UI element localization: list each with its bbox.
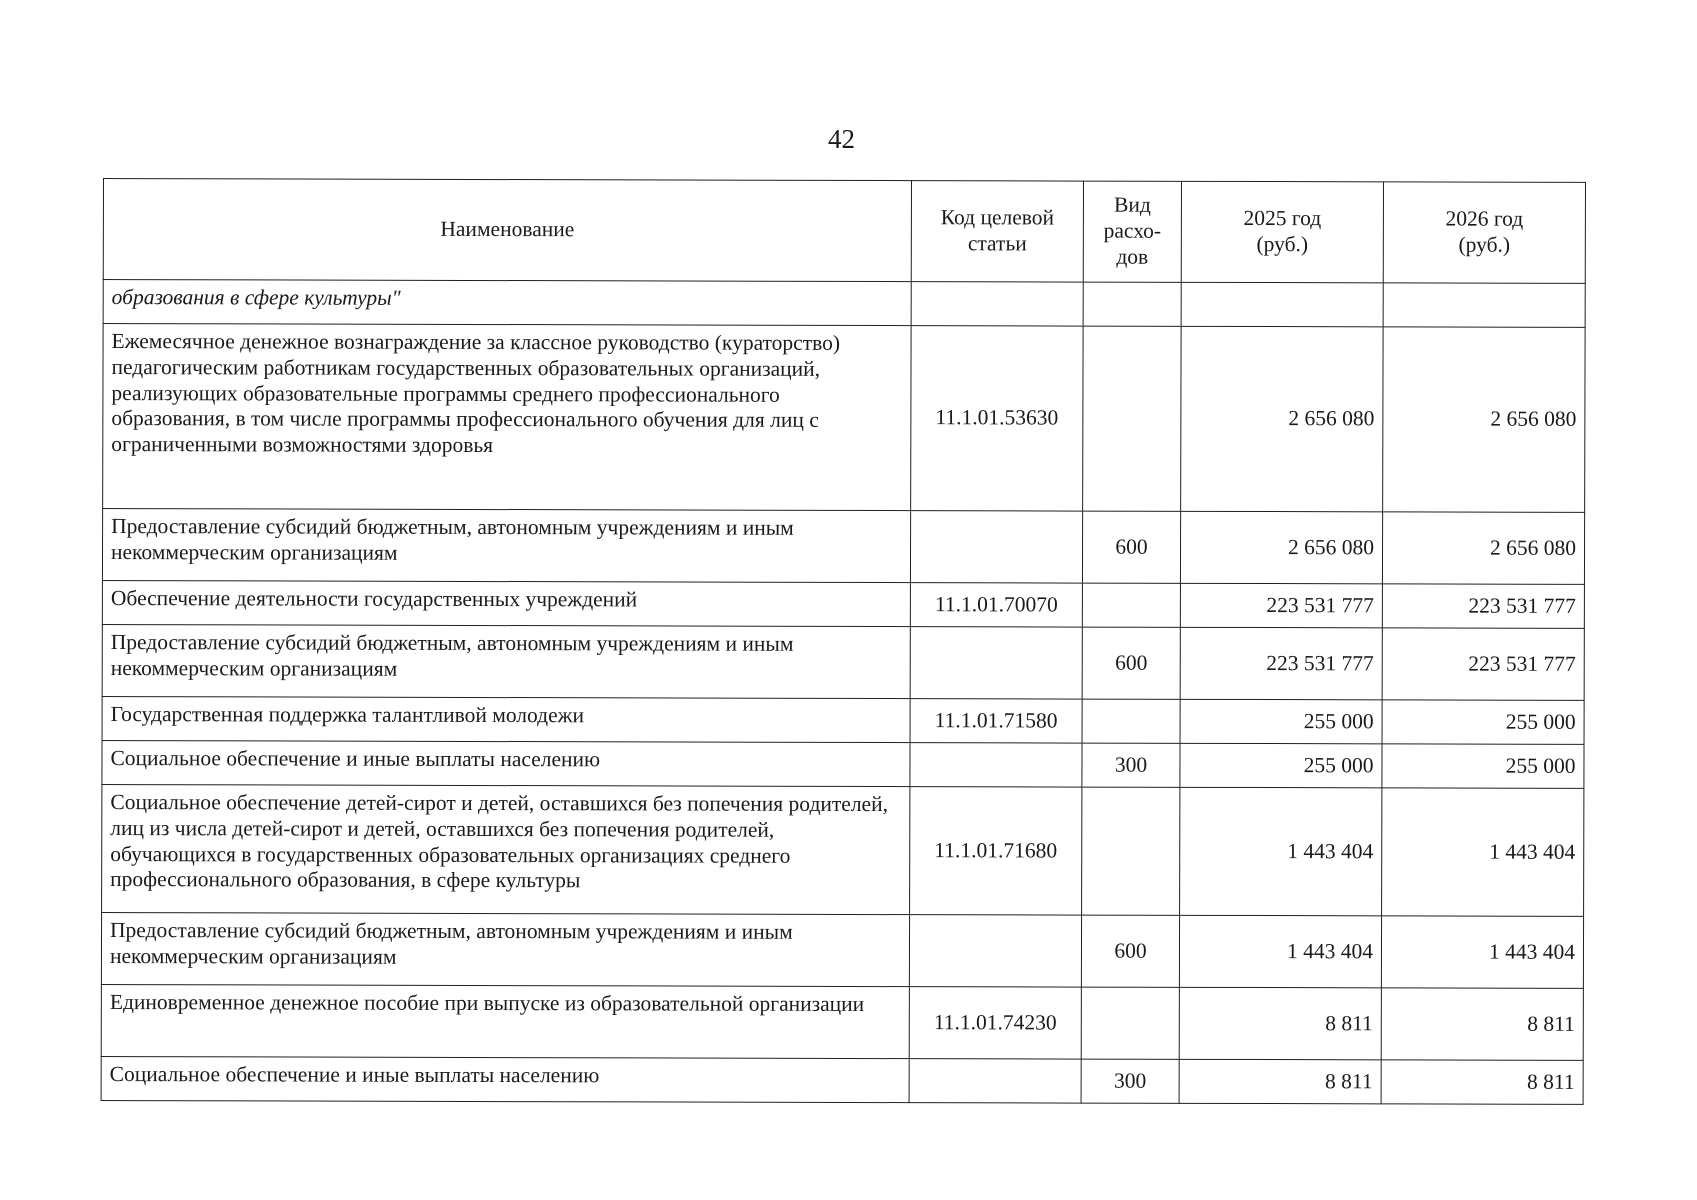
table-row <box>102 509 1584 585</box>
row-2025: 223 531 777 <box>1180 627 1382 700</box>
row-name: Социальное обеспечение и иные выплаты населению <box>102 740 910 786</box>
row-kind <box>1082 787 1180 915</box>
row-name: образования в сфере культуры" <box>103 280 911 326</box>
row-name: Предоставление субсидий бюджетным, автономным учреждениям и иным некоммерческим организациям <box>102 509 910 583</box>
row-2026: 2 656 080 <box>1382 512 1584 585</box>
row-code: 11.1.01.71580 <box>910 699 1082 743</box>
table-header-row <box>103 179 1585 284</box>
row-2026: 8 811 <box>1381 988 1583 1061</box>
table-row <box>102 696 1584 744</box>
row-2025: 2 656 080 <box>1181 326 1383 512</box>
row-code <box>911 282 1083 326</box>
row-2025: 8 811 <box>1179 987 1381 1060</box>
row-2026: 8 811 <box>1381 1060 1583 1105</box>
row-code: 11.1.01.70070 <box>910 583 1082 627</box>
table-row <box>101 912 1583 988</box>
row-kind <box>1083 326 1181 511</box>
row-2026: 2 656 080 <box>1383 327 1585 513</box>
table-row <box>102 624 1584 700</box>
row-kind: 600 <box>1082 627 1180 699</box>
table-row <box>101 1056 1583 1104</box>
header-2026: 2026 год (руб.) <box>1383 182 1585 284</box>
table-row <box>102 580 1584 628</box>
row-kind <box>1081 987 1179 1059</box>
row-code <box>910 743 1082 787</box>
table-row <box>103 280 1585 328</box>
row-2025: 2 656 080 <box>1180 511 1382 584</box>
row-kind: 600 <box>1081 915 1179 987</box>
row-name: Предоставление субсидий бюджетным, автономным учреждениям и иным некоммерческим организациям <box>102 624 910 698</box>
row-name: Государственная поддержка талантливой молодежи <box>102 696 910 742</box>
row-kind: 300 <box>1081 1059 1179 1103</box>
row-2026: 223 531 777 <box>1382 628 1584 701</box>
row-2025: 8 811 <box>1179 1059 1381 1104</box>
row-code <box>910 627 1082 699</box>
page-number: 42 <box>828 124 855 154</box>
row-name: Ежемесячное денежное вознаграждение за классное руководство (кураторство) педагогическим работникам государственных образовательных организаций, реализующих образовательные программы среднего профессионального образования, в том числе программы профессионального обучения для лиц с ограниченными возможностями здоровья <box>103 324 911 511</box>
row-code: 11.1.01.53630 <box>911 326 1083 511</box>
header-name: Наименование <box>103 179 911 282</box>
header-2025: 2025 год (руб.) <box>1181 181 1383 283</box>
budget-table <box>101 178 1586 1105</box>
table-row <box>102 740 1584 788</box>
row-code <box>909 915 1081 987</box>
row-2025: 255 000 <box>1180 743 1382 788</box>
row-name: Предоставление субсидий бюджетным, автономным учреждениям и иным некоммерческим организациям <box>101 912 909 986</box>
row-2025 <box>1181 282 1383 327</box>
row-kind <box>1082 699 1180 743</box>
table-row <box>102 784 1584 916</box>
row-name: Обеспечение деятельности государственных учреждений <box>102 580 910 626</box>
table-row <box>101 984 1583 1060</box>
table-row <box>103 324 1585 513</box>
header-code: Код целевой статьи <box>911 181 1083 282</box>
row-kind <box>1082 583 1180 627</box>
row-name: Социальное обеспечение детей-сирот и детей, оставшихся без попечения родителей, лиц из числа детей-сирот и детей, оставшихся без попечения родителей, обучающихся в государственных образовательных организациях среднего профессионального образования, в сфере культуры <box>102 784 910 914</box>
row-name: Социальное обеспечение и иные выплаты населению <box>101 1056 909 1102</box>
header-kind: Вид расхо- дов <box>1083 181 1181 282</box>
row-2025: 1 443 404 <box>1180 787 1382 916</box>
row-code: 11.1.01.74230 <box>909 987 1081 1059</box>
row-2025: 1 443 404 <box>1179 915 1381 988</box>
row-2026: 255 000 <box>1382 744 1584 789</box>
row-2026: 223 531 777 <box>1382 584 1584 629</box>
row-2026 <box>1383 283 1585 328</box>
row-code <box>910 511 1082 583</box>
row-name: Единовременное денежное пособие при выпуске из образовательной организации <box>101 984 909 1058</box>
row-kind: 600 <box>1082 511 1180 583</box>
row-2026: 255 000 <box>1382 700 1584 745</box>
row-2025: 255 000 <box>1180 699 1382 744</box>
row-kind <box>1083 282 1181 326</box>
row-2025: 223 531 777 <box>1180 583 1382 628</box>
row-code: 11.1.01.71680 <box>910 787 1082 915</box>
row-code <box>909 1059 1081 1103</box>
row-2026: 1 443 404 <box>1382 788 1584 917</box>
row-kind: 300 <box>1082 743 1180 787</box>
row-2026: 1 443 404 <box>1381 916 1583 989</box>
